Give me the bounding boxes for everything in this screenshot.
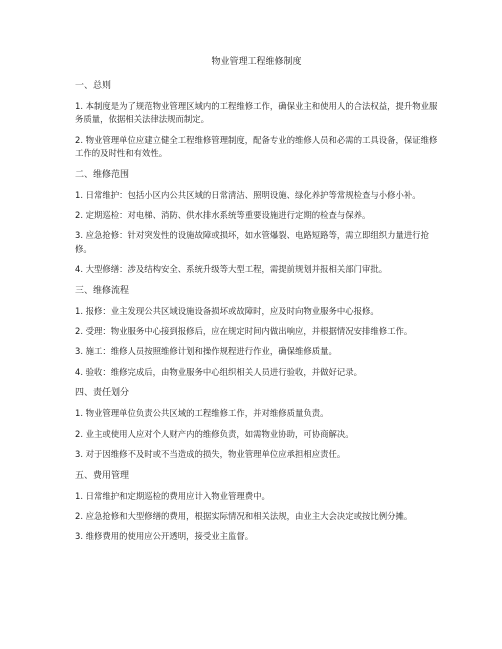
section-responsibility	[75, 387, 438, 461]
item-text: 对于因维修不及时或不当造成的损失，物业管理单位应承担相应责任。	[83, 449, 346, 460]
section-scope	[75, 169, 438, 277]
item-number: 2.	[75, 510, 83, 521]
document-title: 物业管理工程维修制度	[211, 57, 302, 67]
item-number: 1.	[75, 490, 83, 501]
paragraph	[75, 263, 438, 276]
paragraph	[75, 345, 438, 358]
paragraph	[75, 229, 438, 256]
paragraph	[75, 189, 438, 202]
paragraph	[75, 134, 438, 161]
item-text: 物业管理单位负责公共区域的工程维修工作，并对维修质量负责。	[83, 408, 329, 419]
paragraph	[75, 209, 438, 222]
item-text: 报修：业主发现公共区域设施设备损坏或故障时，应及时向物业服务中心报修。	[83, 305, 379, 316]
item-number: 1.	[75, 101, 83, 111]
section-general	[75, 80, 438, 161]
item-text: 应急抢修和大型修缮的费用，根据实际情况和相关法规，由业主大会决定或按比例分摊。	[83, 510, 413, 521]
section-heading: 二、维修范围	[75, 169, 130, 180]
paragraph	[75, 407, 438, 420]
paragraph	[75, 305, 438, 318]
paragraph	[75, 490, 438, 503]
paragraph	[75, 325, 438, 338]
item-text: 大型修缮：涉及结构安全、系统升级等大型工程，需提前规划并报相关部门审批。	[83, 264, 388, 275]
item-number: 4.	[75, 366, 83, 377]
item-number: 2.	[75, 210, 83, 221]
item-text: 维修费用的使用应公开透明，接受业主监督。	[83, 531, 254, 542]
section-process	[75, 285, 438, 380]
section-heading: 五、费用管理	[75, 470, 130, 481]
item-number: 1.	[75, 305, 83, 316]
item-number: 3.	[75, 449, 83, 460]
paragraph	[75, 100, 438, 127]
item-text: 物业管理单位应建立健全工程维修管理制度，配备专业的维修人员和必需的工具设备，保证维修工作的及时性和有效性。	[75, 134, 438, 159]
item-number: 3.	[75, 346, 83, 357]
item-number: 2.	[75, 428, 83, 439]
paragraph	[75, 510, 438, 523]
item-text: 受理：物业服务中心接到报修后，应在规定时间内做出响应，并根据情况安排维修工作。	[83, 326, 413, 337]
item-text: 验收：维修完成后，由物业服务中心组织相关人员进行验收，并做好记录。	[83, 366, 363, 377]
item-number: 4.	[75, 264, 83, 275]
section-heading: 一、总则	[75, 81, 112, 91]
item-text: 日常维护和定期巡检的费用应计入物业管理费中。	[83, 490, 270, 501]
item-text: 业主或使用人应对个人财产内的维修负责，如需物业协助，可协商解决。	[83, 428, 354, 439]
section-costs	[75, 470, 438, 544]
paragraph	[75, 428, 438, 441]
item-number: 2.	[75, 134, 83, 145]
item-text: 施工：维修人员按照维修计划和操作规程进行作业，确保维修质量。	[83, 346, 337, 357]
paragraph	[75, 530, 438, 543]
item-text: 本制度是为了规范物业管理区域内的工程维修工作，确保业主和使用人的合法权益，提升物业服务质量，依据相关法律法规而制定。	[75, 101, 438, 125]
item-number: 3.	[75, 531, 83, 542]
item-number: 1.	[75, 189, 83, 200]
item-number: 3.	[75, 230, 83, 241]
section-heading: 三、维修流程	[75, 285, 130, 296]
item-text: 日常维护：包括小区内公共区域的日常清洁、照明设施、绿化养护等常规检查与小修小补。	[83, 189, 421, 200]
section-heading: 四、责任划分	[75, 388, 130, 399]
item-text: 应急抢修：针对突发性的设施故障或损坏，如水管爆裂、电路短路等，需立即组织力量进行抢修。	[75, 230, 430, 254]
item-number: 1.	[75, 408, 83, 419]
item-text: 定期巡检：对电梯、消防、供水排水系统等重要设施进行定期的检查与保养。	[83, 210, 371, 221]
paragraph	[75, 366, 438, 379]
paragraph	[75, 448, 438, 461]
item-number: 2.	[75, 326, 83, 337]
